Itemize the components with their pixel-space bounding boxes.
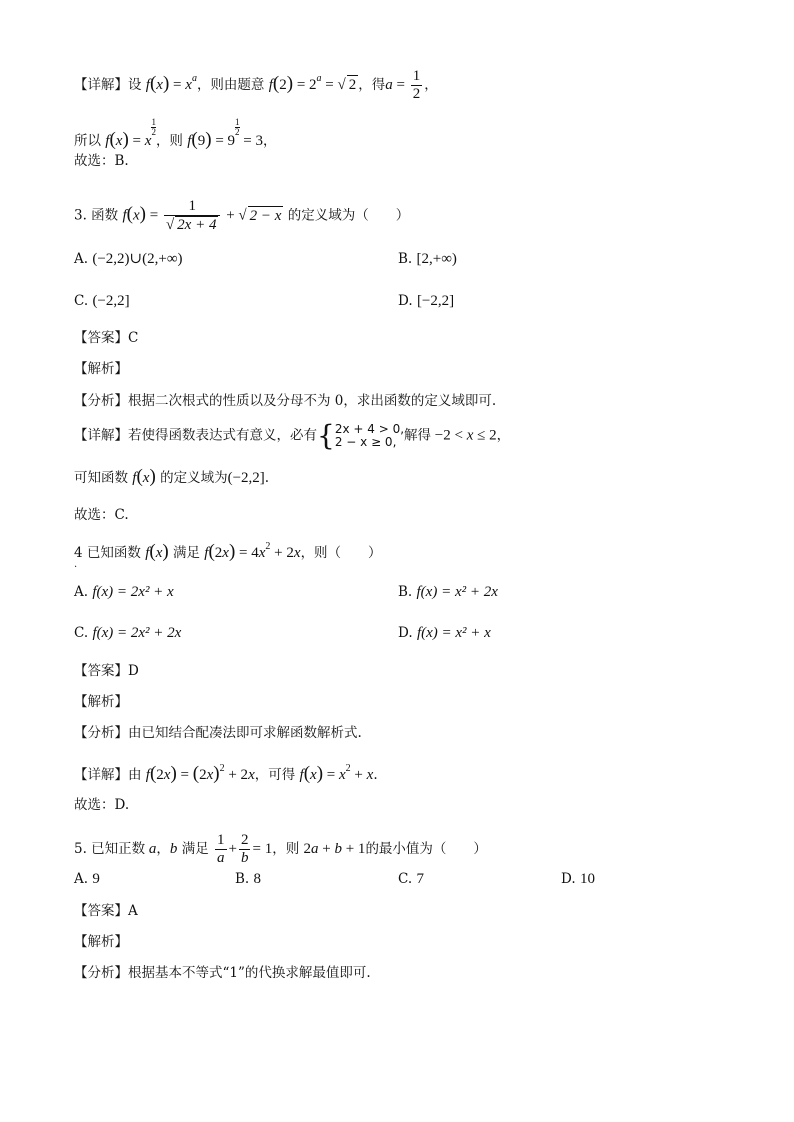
q3-answer: 【答案】C [74,330,139,346]
q4-option-b: B. f(x) = x² + 2x [398,584,498,600]
p2-so-line: 所以 f(x) = x $\frac{1}{2}$ ，则 f(9) = 9 $\frac{1}{2}$ = 3， [74,117,277,150]
q5-analysis-header: 【解析】 [74,934,128,950]
q4-option-c: C. f(x) = 2x² + 2x [74,625,182,641]
text: ， [263,133,277,149]
detail-label: 【详解】 [74,77,128,93]
exponent-fraction: $\frac{1}{2}$ [151,117,156,137]
fraction: $\frac{1}{2}$ [412,68,421,102]
q4-analysis: 【分析】由已知结合配凑法即可求解函数解析式. [74,725,362,741]
text: 【详解】若使得函数表达式有意义，必有 [74,427,317,444]
q4-option-d: D. f(x) = x² + x [398,625,491,641]
question-number: 5. 已知正数 [74,841,146,857]
q3-detail-line: 【详解】若使得函数表达式有意义，必有{ 2x + 4 > 0, 2 − x ≥ 0, 解得 −2 < x ≤ 2， [74,419,511,452]
question-number: 4 [74,545,83,561]
q3-option-a: A. (−2,2)∪(2,+∞) [74,251,183,267]
q4-stem: 4 已知函数 f(x) 满足 $f(2x) = 4x^2 + 2x$，则（ ） [74,541,382,562]
q5-option-b: B. 8 [235,871,262,887]
q3-option-d: D. [−2,2] [398,293,455,309]
text: 的定义域为（ ） [287,207,410,224]
q4-choose: 故选：D. [74,797,130,813]
q5-answer: 【答案】A [74,903,138,919]
q4-option-a: A. f(x) = 2x² + x [74,584,174,600]
question-number: 3. 函数 [74,207,119,224]
q4-detail-line: 【详解】由 $f(2x) = (2x)^2 + 2x$，可得 $f(x) = x^2 + x$. [74,763,378,784]
q4-dot: . [74,559,78,570]
q3-option-b: B. [2,+∞) [398,251,457,267]
text: 解得 [404,427,432,444]
q3-choose: 故选：C. [74,507,129,523]
q3-analysis-header: 【解析】 [74,361,128,377]
q3-stem: 3. 函数 f(x) = $\frac{1}{√ 2x + 4}$ + √ 2 − x 的定义域为（ ） [74,198,410,233]
q5-option-c: C. 7 [398,871,424,887]
q5-option-d: D. 10 [561,871,595,887]
text: ，则 [155,133,183,149]
text: 所以 [74,133,101,149]
q3-conclusion: 可知函数 f(x) 的定义域为(−2,2]. [74,466,270,487]
inequality-system: 2x + 4 > 0, 2 − x ≥ 0, [334,422,405,449]
q3-analysis: 【分析】根据二次根式的性质以及分母不为 0，求出函数的定义域即可. [74,393,497,409]
q4-analysis-header: 【解析】 [74,694,128,710]
text: ，则由题意 [196,77,265,93]
text: ， [424,77,438,93]
text: 设 [128,77,142,93]
q5-analysis: 【分析】根据基本不等式“1”的代换求解最值即可. [74,965,371,981]
q4-answer: 【答案】D [74,663,139,679]
p2-detail-line: 【详解】设 $f(x) = x^a$，则由题意 $f(2) = 2^a$ = √ 2 ，得a = $\frac{1}{2}$ ， [74,68,438,102]
text: ，得 [358,77,386,93]
math: f [145,77,150,93]
p2-choose: 故选：B. [74,153,129,169]
q5-option-a: A. 9 [74,871,100,887]
q5-stem: 5. 已知正数 a，b 满足 $\frac{1}{a}$ + $\frac{2}{b}$ = 1，则 2a + b + 1的最小值为（ ） [74,832,487,866]
fraction: $\frac{1}{√ 2x + 4}$ [164,198,221,234]
q3-option-c: C. (−2,2] [74,293,130,309]
